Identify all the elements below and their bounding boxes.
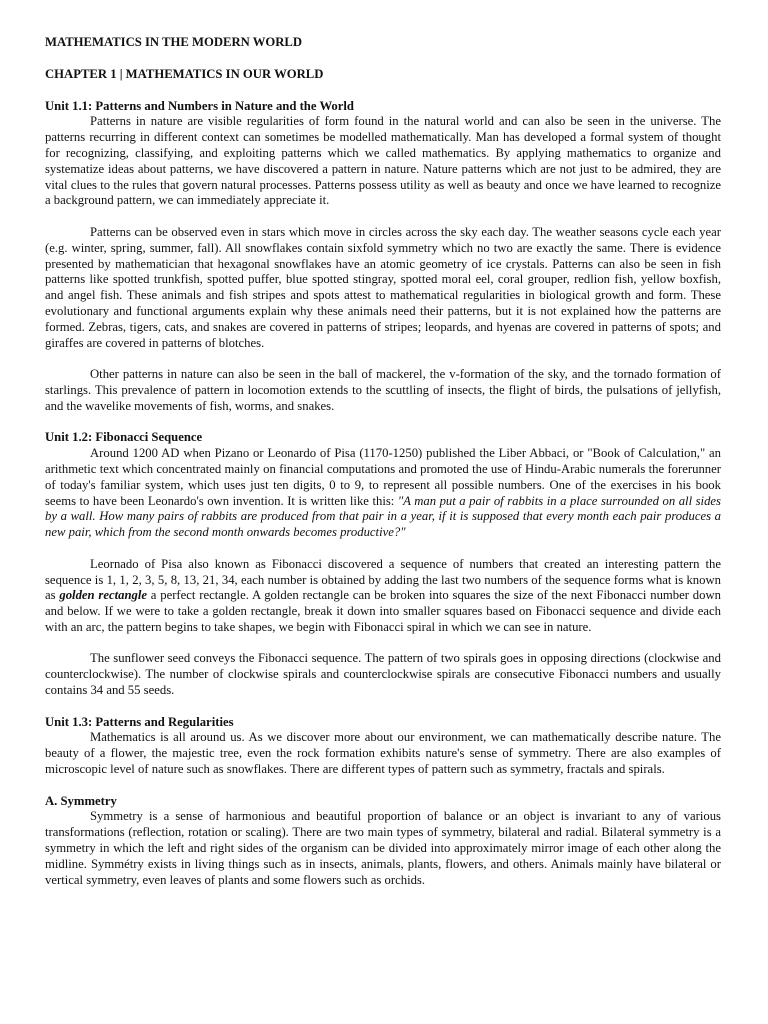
unit-1-1-section (45, 99, 721, 415)
unit-1-3-heading: Unit 1.3: Patterns and Regularities (45, 714, 234, 729)
document-title: MATHEMATICS IN THE MODERN WORLD (45, 35, 303, 49)
document-page (45, 35, 721, 888)
unit-1-1-paragraph-2: Patterns can be observed even in stars which move in circles across the sky each day. The weather seasons cycle each year (e.g. winter, spring, summer, fall). All snowflakes contain sixfold symmetry which no two are exactly the same. There is evidence presented by mathematician that hexagonal snowflakes have an atomic geometry of ice crystals. Patterns can also be seen in fish patterns like spotted trunkfish, spotted puffer, blue spotted stingray, spotted moral eel, coral grouper, redlion fish, yellow boxfish, and angel fish. These animals and fish stripes and spots attest to mathematical regularities in biological growth and form. These evolutionary and functional arguments explain why these animals need their patterns, but it is not explained how the patterns are formed. Zebras, tigers, cats, and snakes are covered in patterns of stripes; leopards, and hyenas are covered in patterns of spots; and giraffes are covered in patterns of blotches. (45, 224, 721, 350)
unit-1-2-heading: Unit 1.2: Fibonacci Sequence (45, 430, 203, 445)
fibonacci-sequence-text: Leornado of Pisa also known as Fibonacci discovered a sequence of numbers that created an interesting pattern the sequence is 1, 1, 2, 3, 5, 8, 13, 21, 34, each number is obtained by adding the last two numbers of the sequence forms what is known as (45, 556, 721, 603)
rabbit-problem-quote: "A man put a pair of rabbits in a place surrounded on all sides by a wall. How many pairs of rabbits are produced from that pair in a year, if it is supposed that every month each pair produces a new pair, which from the second month onwards becomes productive?" (45, 493, 721, 540)
golden-rectangle-text: a perfect rectangle. A golden rectangle can be broken into squares the size of the next Fibonacci number down and below. If we were to take a golden rectangle, break it down into smaller squares based on Fibonacci sequence and divide each with an arc, the pattern begins to take shapes, we begin with Fibonacci spiral in which we can see in nature. (45, 588, 721, 634)
unit-1-2-paragraph-2 (45, 557, 721, 636)
unit-1-3-section (45, 715, 721, 778)
unit-1-2-section (45, 430, 721, 699)
unit-1-1-heading: Unit 1.1: Patterns and Numbers in Nature and the World (45, 98, 354, 113)
unit-1-2-paragraph-1 (45, 446, 721, 541)
symmetry-section (45, 794, 721, 889)
golden-rectangle-term: golden rectangle (59, 588, 148, 603)
symmetry-paragraph-1: Symmetry is a sense of harmonious and beautiful proportion of balance or an object is invariant to any of various transformations (reflection, rotation or scaling). There are two main types of symmetry, bilateral and radial. Bilateral symmetry is a symmetry in which the left and right sides of the organism can be divided into approximately mirror image of each other along the midline. Symmétry exists in living things such as in insects, animals, plants, flowers, and others. Animals mainly have bilateral or vertical symmetry, even leaves of plants and some flowers such as orchids. (45, 809, 721, 887)
chapter-heading: CHAPTER 1 | MATHEMATICS IN OUR WORLD (45, 66, 324, 81)
unit-1-1-paragraph-3: Other patterns in nature can also be seen in the ball of mackerel, the v-formation of the sky, and the tornado formation of starlings. This prevalence of pattern in locomotion extends to the scuttling of insects, the flight of birds, the pulsations of jellyfish, and the wavelike movements of fish, worms, and snakes. (45, 367, 721, 413)
liber-abbaci-text: Around 1200 AD when Pizano or Leonardo of Pisa (1170-1250) published the Liber Abbaci, or "Book of Calculation," an arithmetic text which concentrated mainly on financial computations and promoted the use of Hindu-Arabic numerals the forerunner of today's familiar system, which uses just ten digits, 0 to 9, to represent all possible numbers. One of the exercises in his book seems to have been Leonardo's own invention. It is written like this: (45, 446, 721, 508)
unit-1-2-paragraph-3: The sunflower seed conveys the Fibonacci sequence. The pattern of two spirals goes in opposing directions (clockwise and counterclockwise). The number of clockwise spirals and counterclockwise spirals are consecutive Fibonacci numbers and usually contains 34 and 55 seeds. (45, 651, 721, 698)
unit-1-3-paragraph-1: Mathematics is all around us. As we discover more about our environment, we can mathematically describe nature. The beauty of a flower, the majestic tree, even the rock formation exhibits nature's sense of symmetry. There are also examples of microscopic level of nature such as snowflakes. There are different types of pattern such as symmetry, fractals and spirals. (45, 730, 721, 777)
unit-1-1-paragraph-1: Patterns in nature are visible regularities of form found in the natural world and can also be seen in the universe. The patterns recurring in different context can sometimes be modelled mathematically. Man has developed a formal system of thought for recognizing, classifying, and exploiting patterns which we called mathematics. By applying mathematics to organize and systematize ideas about patterns, we have discovered a pattern in nature. Nature patterns which are not just to be admired, they are vital clues to the rules that govern natural processes. Patterns possess utility as well as beauty and once we have learned to recognize a background pattern, we can immediately appreciate it. (45, 114, 721, 208)
symmetry-heading: A. Symmetry (45, 793, 117, 808)
